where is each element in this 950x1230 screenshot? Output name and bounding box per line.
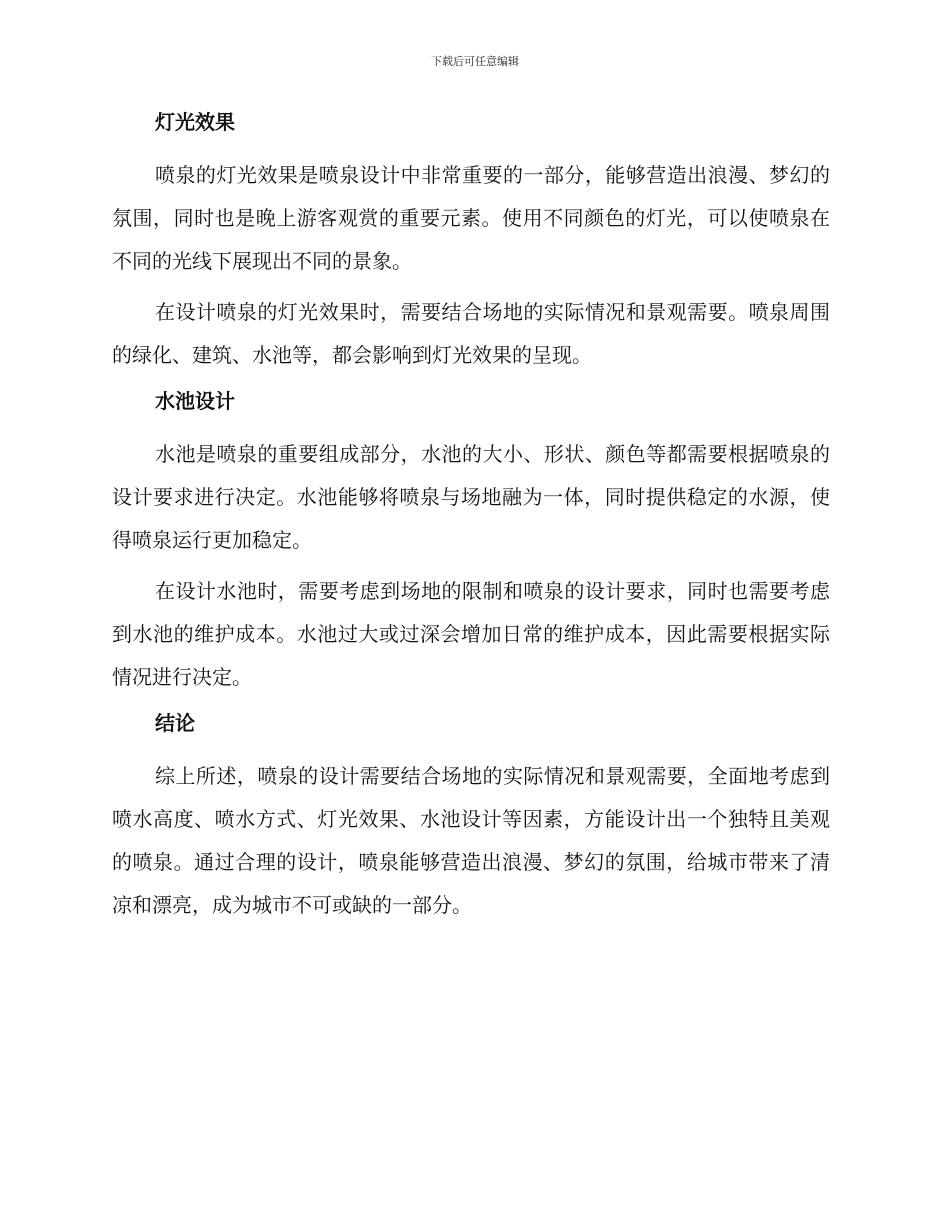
- paragraph: 水池是喷泉的重要组成部分，水池的大小、形状、颜色等都需要根据喷泉的设计要求进行决定。水池能够将喷泉与场地融为一体，同时提供稳定的水源，使得喷泉运行更加稳定。: [112, 442, 830, 552]
- section-conclusion: [112, 709, 830, 927]
- section-heading: 结论: [155, 711, 195, 735]
- section-heading: 水池设计: [155, 389, 235, 413]
- section-heading: 灯光效果: [155, 110, 235, 134]
- page-header: 下载后可任意编辑: [431, 55, 519, 68]
- paragraph: 在设计水池时，需要考虑到场地的限制和喷泉的设计要求，同时也需要考虑到水池的维护成本。水池过大或过深会增加日常的维护成本，因此需要根据实际情况进行决定。: [112, 579, 830, 689]
- section-pool-design: [112, 387, 830, 699]
- paragraph: 综上所述，喷泉的设计需要结合场地的实际情况和景观需要，全面地考虑到喷水高度、喷水方式、灯光效果、水池设计等因素，方能设计出一个独特且美观的喷泉。通过合理的设计，喷泉能够营造出浪漫、梦幻的氛围，给城市带来了清凉和漂亮，成为城市不可或缺的一部分。: [112, 764, 830, 917]
- section-lighting: [112, 108, 830, 377]
- paragraph: 在设计喷泉的灯光效果时，需要结合场地的实际情况和景观需要。喷泉周围的绿化、建筑、水池等，都会影响到灯光效果的呈现。: [112, 300, 830, 367]
- paragraph: 喷泉的灯光效果是喷泉设计中非常重要的一部分，能够营造出浪漫、梦幻的氛围，同时也是晚上游客观赏的重要元素。使用不同颜色的灯光，可以使喷泉在不同的光线下展现出不同的景象。: [112, 163, 830, 273]
- document-body: [112, 108, 830, 937]
